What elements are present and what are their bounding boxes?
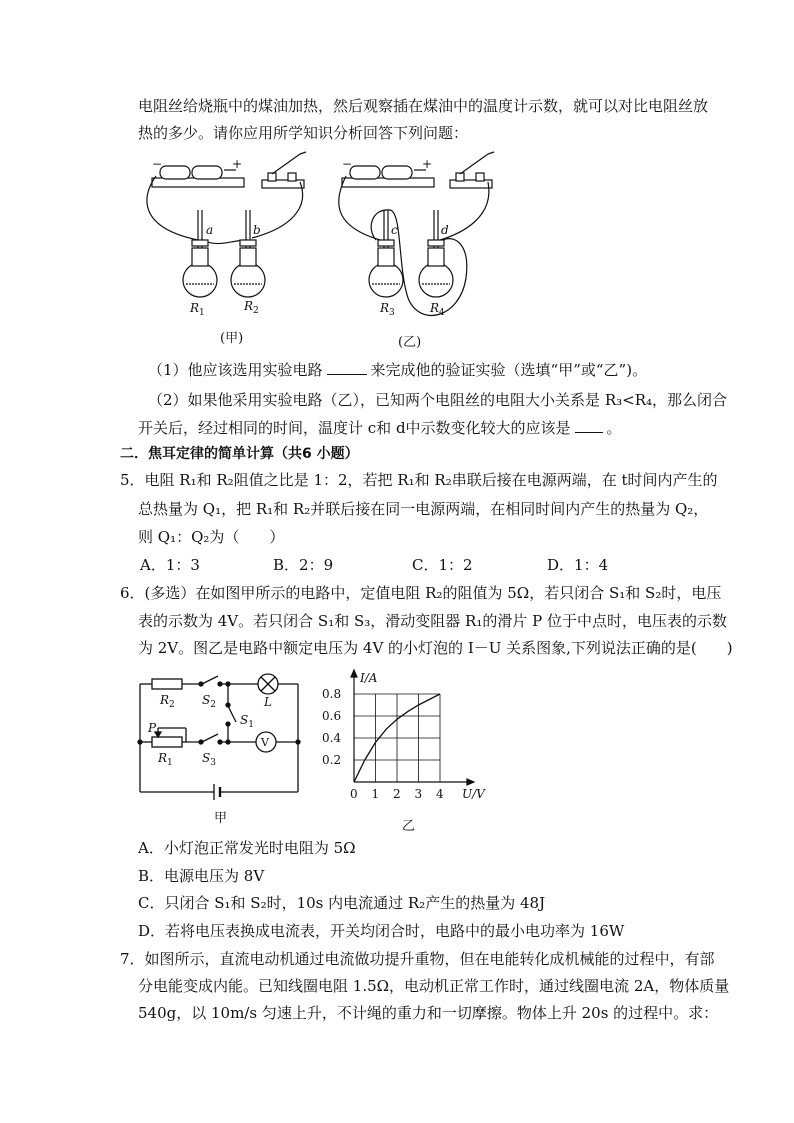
section-2-heading: 二．焦耳定律的简单计算（共6 小题） — [120, 446, 359, 462]
y-axis-label: I/A — [360, 671, 378, 685]
resistor-r4-label: $R_4$ — [430, 301, 445, 318]
x-axis-label: U/V — [462, 787, 485, 801]
q5-option-b[interactable]: B．2：9 — [273, 556, 334, 574]
x-tick-label: 3 — [414, 787, 423, 801]
q6-option-a[interactable]: A．小灯泡正常发光时电阻为 5Ω — [138, 839, 356, 857]
x-tick-label: 4 — [436, 787, 444, 801]
battery-minus-label-yi: − — [342, 157, 353, 171]
y-tick-label: 0.2 — [322, 753, 342, 767]
resistor-r2-label: $R_2$ — [244, 299, 259, 316]
q6-option-c[interactable]: C．只闭合 S₁和 S₂时，10s 内电流通过 R₂产生的热量为 48J — [138, 894, 546, 912]
x-tick-label: 2 — [393, 787, 401, 801]
q5-option-d[interactable]: D．1：4 — [547, 556, 609, 574]
q6-slider-p-label: P — [148, 721, 157, 735]
x-tick-label: 1 — [371, 787, 380, 801]
iv-chart — [318, 660, 498, 836]
q5-line-2: 总热量为 Q₁，把 R₁和 R₂并联后接在同一电源两端，在相同时间内产生的热量为 Q₂， — [138, 500, 709, 518]
figure-caption-yi: (乙) — [398, 335, 422, 350]
q6-s2-label: $S_2$ — [202, 693, 216, 710]
q6-r1-label: $R_1$ — [158, 751, 173, 768]
q6-line-3: 为 2V。图乙是电路中额定电压为 4V 的小灯泡的 I－U 关系图象,下列说法正确的是( ) — [138, 639, 733, 657]
q4-part1: （1）他应该选用实验电路 来完成他的验证实验（选填“甲”或“乙”)。 — [148, 361, 648, 379]
q6-voltmeter-label: V — [261, 736, 269, 749]
y-tick-label: 0.6 — [322, 709, 342, 723]
q7-line-3: 540g，以 10m/s 匀速上升，不计绳的重力和一切摩擦。物体上升 20s 的过程中。求： — [138, 1004, 719, 1022]
thermometer-a-label: a — [206, 223, 214, 237]
thermometer-c-label: c — [391, 223, 398, 237]
q4-part1-answer-blank[interactable] — [327, 360, 367, 375]
y-tick-label: 0.4 — [322, 731, 342, 745]
q6-circuit-diagram — [130, 668, 310, 828]
battery-plus-label-yi: + — [422, 157, 433, 171]
resistor-r1-label: $R_1$ — [190, 301, 205, 318]
q6-lamp-label: L — [264, 695, 272, 709]
q5-option-c[interactable]: C．1：2 — [412, 556, 473, 574]
q6-caption-jia: 甲 — [214, 811, 228, 826]
q6-s3-label: $S_3$ — [202, 751, 216, 768]
q5-option-a[interactable]: A．1：3 — [140, 556, 200, 574]
q7-line-1: 7．如图所示，直流电动机通过电流做功提升重物，但在电能转化成机械能的过程中，有部 — [120, 950, 715, 968]
thermometer-d-label: d — [441, 223, 449, 237]
intro-line-2: 热的多少。请你应用所学知识分析回答下列问题： — [138, 124, 469, 142]
q7-line-2: 分电能变成内能。已知线圈电阻 1.5Ω，电动机正常工作时，通过线圈电流 2A，物体质量 — [138, 977, 730, 995]
q6-r2-label: $R_2$ — [160, 693, 175, 710]
q5-line-1: 5．电阻 R₁和 R₂阻值之比是 1：2，若把 R₁和 R₂串联后接在电源两端，在 t时间内产生的 — [120, 471, 718, 489]
q4-part2-line2: 开关后，经过相同的时间，温度计 c和 d中示数变化较大的应该是 。 — [138, 419, 622, 437]
q6-s1-label: $S_1$ — [240, 713, 254, 730]
figure-caption-jia: (甲) — [220, 331, 244, 346]
thermometer-b-label: b — [253, 223, 261, 237]
q4-part2-answer-blank[interactable] — [575, 418, 603, 433]
q6-line-1: 6．(多选）在如图甲所示的电路中，定值电阻 R₂的阻值为 5Ω，若只闭合 S₁和 S₂时，电压 — [120, 584, 722, 602]
q5-line-3: 则 Q₁：Q₂为（ ） — [138, 528, 285, 546]
x-axis-arrow — [467, 779, 474, 785]
q6-option-b[interactable]: B．电源电压为 8V — [138, 867, 265, 885]
battery-minus-label-jia: − — [152, 157, 163, 171]
x-tick-label: 0 — [350, 787, 358, 801]
resistor-r3-label: $R_3$ — [380, 301, 395, 318]
q6-line-2: 表的示数为 4V。若只闭合 S₁和 S₃，滑动变阻器 R₁的滑片 P 位于中点时，电压表的示数 — [138, 612, 727, 630]
battery-plus-label-jia: + — [232, 157, 243, 171]
q4-part2-line1: （2）如果他采用实验电路（乙），已知两个电阻丝的电阻大小关系是 R₃<R₄，那么闭合 — [148, 391, 727, 409]
y-axis-arrow — [351, 670, 357, 677]
y-tick-label: 0.8 — [322, 687, 342, 701]
intro-line-1: 电阻丝给烧瓶中的煤油加热，然后观察插在煤油中的温度计示数，就可以对比电阻丝放 — [138, 97, 709, 115]
circuit-figure-jia-yi — [140, 148, 520, 360]
q6-option-d[interactable]: D．若将电压表换成电流表，开关均闭合时，电路中的最小电功率为 16W — [138, 922, 625, 940]
chart-caption-yi: 乙 — [402, 819, 416, 834]
